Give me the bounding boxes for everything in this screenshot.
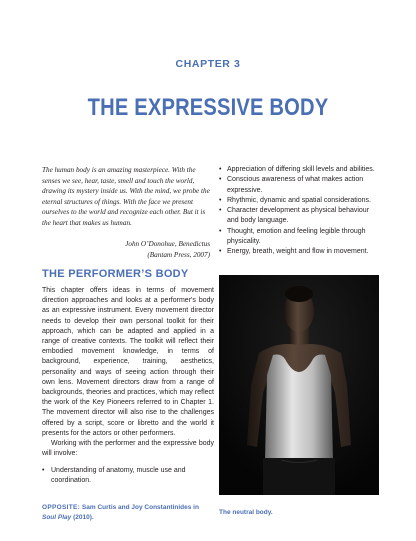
caption-label: OPPOSITE:	[42, 504, 81, 511]
epigraph-author: John O’Donohue, Benedictus	[125, 240, 210, 248]
epigraph-source: (Bantam Press, 2007)	[147, 251, 210, 259]
list-item: • Understanding of anatomy, muscle use and coordination.	[42, 466, 212, 486]
opposite-caption	[42, 503, 222, 522]
caption-text: Sam Curtis and Joy Constantinides in	[81, 504, 199, 511]
photo-caption: The neutral body.	[219, 509, 273, 516]
list-item: • Energy, breath, weight and flow in movement.	[219, 247, 379, 257]
list-item: • Rhythmic, dynamic and spatial considerations.	[219, 196, 379, 206]
body-text	[42, 286, 214, 459]
list-item: • Character development as physical behaviour and body language.	[219, 206, 379, 227]
chapter-title: THE EXPRESSIVE BODY	[87, 94, 329, 121]
performer-photo	[219, 275, 379, 495]
epigraph-quote: The human body is an amazing masterpiece. With the senses we see, hear, taste, smell and touch the world, drawing its mystery inside us. With the mind, we probe the eternal structures of things. With the face we present ourselves to the world and recognize each other. But it is the heart that makes us human.	[42, 166, 210, 227]
list-item: • Appreciation of differing skill levels and abilities.	[219, 165, 379, 175]
chapter-label: CHAPTER 3	[175, 58, 241, 70]
caption-year: (2010).	[73, 513, 94, 521]
epigraph-attribution	[42, 239, 210, 261]
expressive-body-list	[219, 165, 379, 258]
paragraph: This chapter offers ideas in terms of movement direction approaches and looks at a performer's body as an expressive instrument. Every movement director needs to develop their own personal toolkit for their approach, which can be adapted and applied in a range of creative contexts. The toolkit will reflect their embodied movement knowledge, in terms of background, experience, training, aesthetics, personality and ways of seeing action through their own lens. Movement directors draw from a range of backgrounds, theories and practices, which may reflect the work of the Key Pioneers referred to in Chapter 1. The movement director will also rise to the challenges offered by a script, score or libretto and the world it presents for the actors or other performers.	[42, 287, 214, 437]
list-item: • Conscious awareness of what makes action expressive.	[219, 175, 379, 196]
performer-figure	[219, 275, 379, 495]
paragraph: Working with the performer and the expressive body will involve:	[42, 440, 214, 458]
caption-title: Soul Play	[42, 513, 72, 521]
performer-list	[42, 466, 212, 486]
section-heading: THE PERFORMER’S BODY	[42, 268, 189, 280]
list-item: • Thought, emotion and feeling legible through physicality.	[219, 227, 379, 248]
